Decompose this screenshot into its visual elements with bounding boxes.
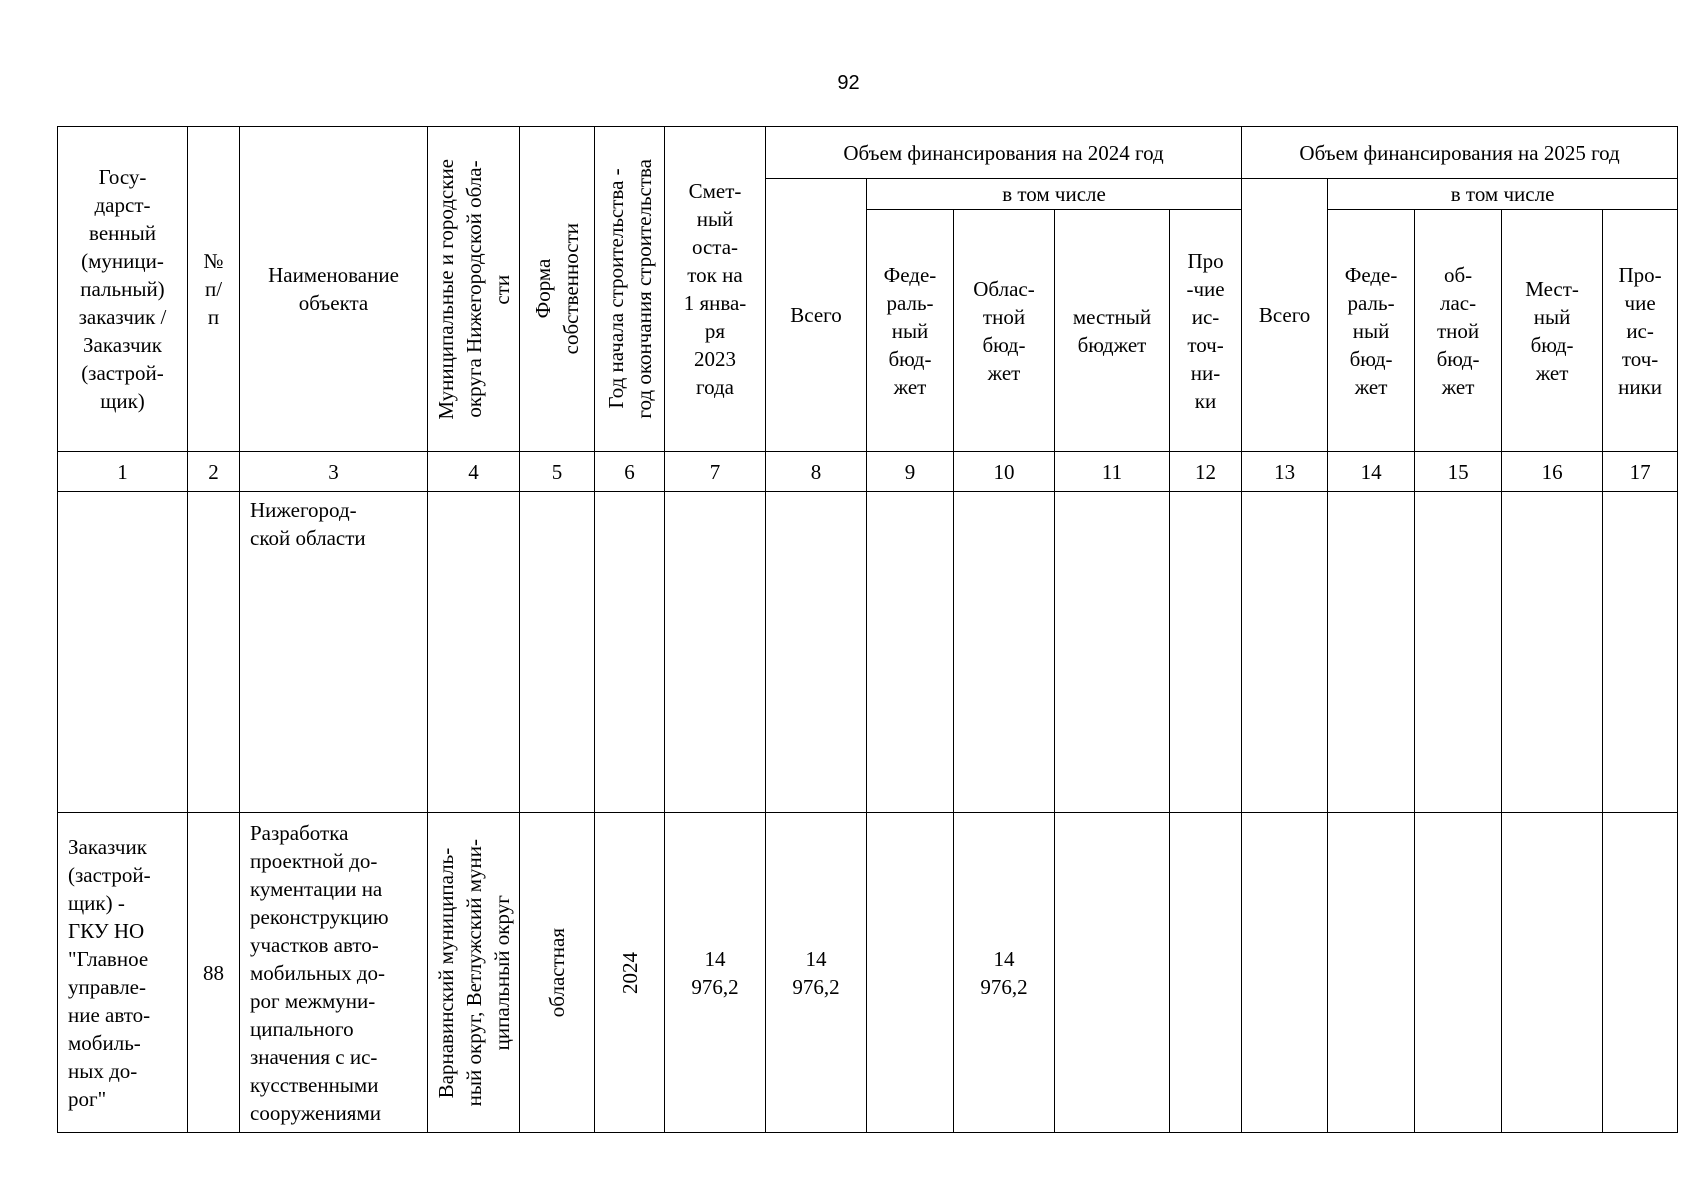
row-regional-2025 [1415,813,1502,1133]
header-total-2024: Всего [766,179,867,452]
header-ownership-text: Форма собственности [531,223,583,355]
header-regional-2025: об- лас- тной бюд- жет [1415,210,1502,452]
column-number: 7 [665,452,766,492]
header-including-2024: в том числе [867,179,1242,210]
column-number: 1 [58,452,188,492]
column-number: 13 [1242,452,1328,492]
row-years-text: 2024 [617,951,642,994]
column-number: 6 [595,452,665,492]
row-municipality-text: Варнавинский муниципаль- ный округ, Ветлужский муни- ципальный округ [433,838,514,1107]
row-years [595,813,665,1133]
table-cell [766,492,867,813]
row-federal-2024 [867,813,954,1133]
header-years-text: Год начала строительства - год окончания строительства [603,159,656,419]
header-other-2025: Про- чие ис- точ- ники [1603,210,1678,452]
column-number: 5 [520,452,595,492]
table-cell [665,492,766,813]
table-cell [1055,492,1170,813]
row-regional-2024: 14 976,2 [954,813,1055,1133]
column-number: 11 [1055,452,1170,492]
row-customer: Заказчик (застрой- щик) - ГКУ НО "Главное управле- ние авто- мобиль- ных до- рог" [58,813,188,1133]
header-local-2024: местный бюджет [1055,210,1170,452]
table-cell [520,492,595,813]
row-other-2025 [1603,813,1678,1133]
header-including-2025: в том числе [1328,179,1678,210]
row-number: 88 [188,813,240,1133]
column-number: 16 [1502,452,1603,492]
page-number: 92 [837,72,860,94]
row-total-2025 [1242,813,1328,1133]
column-number: 2 [188,452,240,492]
row-local-2024 [1055,813,1170,1133]
header-object-name: Наименование объекта [240,127,428,452]
row-ownership-text: областная [545,927,569,1018]
header-row-1 [58,127,1678,179]
row-estimate: 14 976,2 [665,813,766,1133]
column-number: 9 [867,452,954,492]
row-federal-2025 [1328,813,1415,1133]
table-cell [428,492,520,813]
row-municipality [428,813,520,1133]
row-object-name: Разработка проектной до- кументации на реконструкцию участков авто- мобильных до- рог межмуни- ципального значения с ис- кусственными сооружениями [240,813,428,1133]
column-number: 15 [1415,452,1502,492]
continuation-object-name: Нижегород- ской области [240,492,428,813]
header-funding-2025: Объем финансирования на 2025 год [1242,127,1678,179]
table-cell [1415,492,1502,813]
header-customer: Госу- дарст- венный (муници- пальный) заказчик / Заказчик (застрой- щик) [58,127,188,452]
table-cell [1242,492,1328,813]
table-cell [1502,492,1603,813]
column-number: 8 [766,452,867,492]
table-cell [595,492,665,813]
column-number: 3 [240,452,428,492]
row-total-2024: 14 976,2 [766,813,867,1133]
row-other-2024 [1170,813,1242,1133]
row-local-2025 [1502,813,1603,1133]
header-number: № п/ п [188,127,240,452]
header-ownership [520,127,595,452]
header-estimate: Смет- ный оста- ток на 1 янва- ря 2023 года [665,127,766,452]
header-local-2025: Мест- ный бюд- жет [1502,210,1603,452]
header-funding-2024: Объем финансирования на 2024 год [766,127,1242,179]
table-cell [954,492,1055,813]
header-municipality-text: Муниципальные и городские округа Нижегородской обла- сти [433,158,514,420]
column-number: 14 [1328,452,1415,492]
table-cell [1603,492,1678,813]
column-number: 10 [954,452,1055,492]
header-municipality [428,127,520,452]
column-number: 4 [428,452,520,492]
table-cell [867,492,954,813]
column-number-row [58,452,1678,492]
table-cell [58,492,188,813]
header-federal-2024: Феде- раль- ный бюд- жет [867,210,954,452]
header-total-2025: Всего [1242,179,1328,452]
table-cell [1170,492,1242,813]
continuation-row [58,492,1678,813]
financing-table [57,126,1678,1133]
header-other-2024: Про -чие ис- точ- ни- ки [1170,210,1242,452]
column-number: 17 [1603,452,1678,492]
table-cell [188,492,240,813]
table-cell [1328,492,1415,813]
header-years [595,127,665,452]
row-ownership [520,813,595,1133]
column-number: 12 [1170,452,1242,492]
header-federal-2025: Феде- раль- ный бюд- жет [1328,210,1415,452]
table-row [58,813,1678,1133]
header-regional-2024: Облас- тной бюд- жет [954,210,1055,452]
